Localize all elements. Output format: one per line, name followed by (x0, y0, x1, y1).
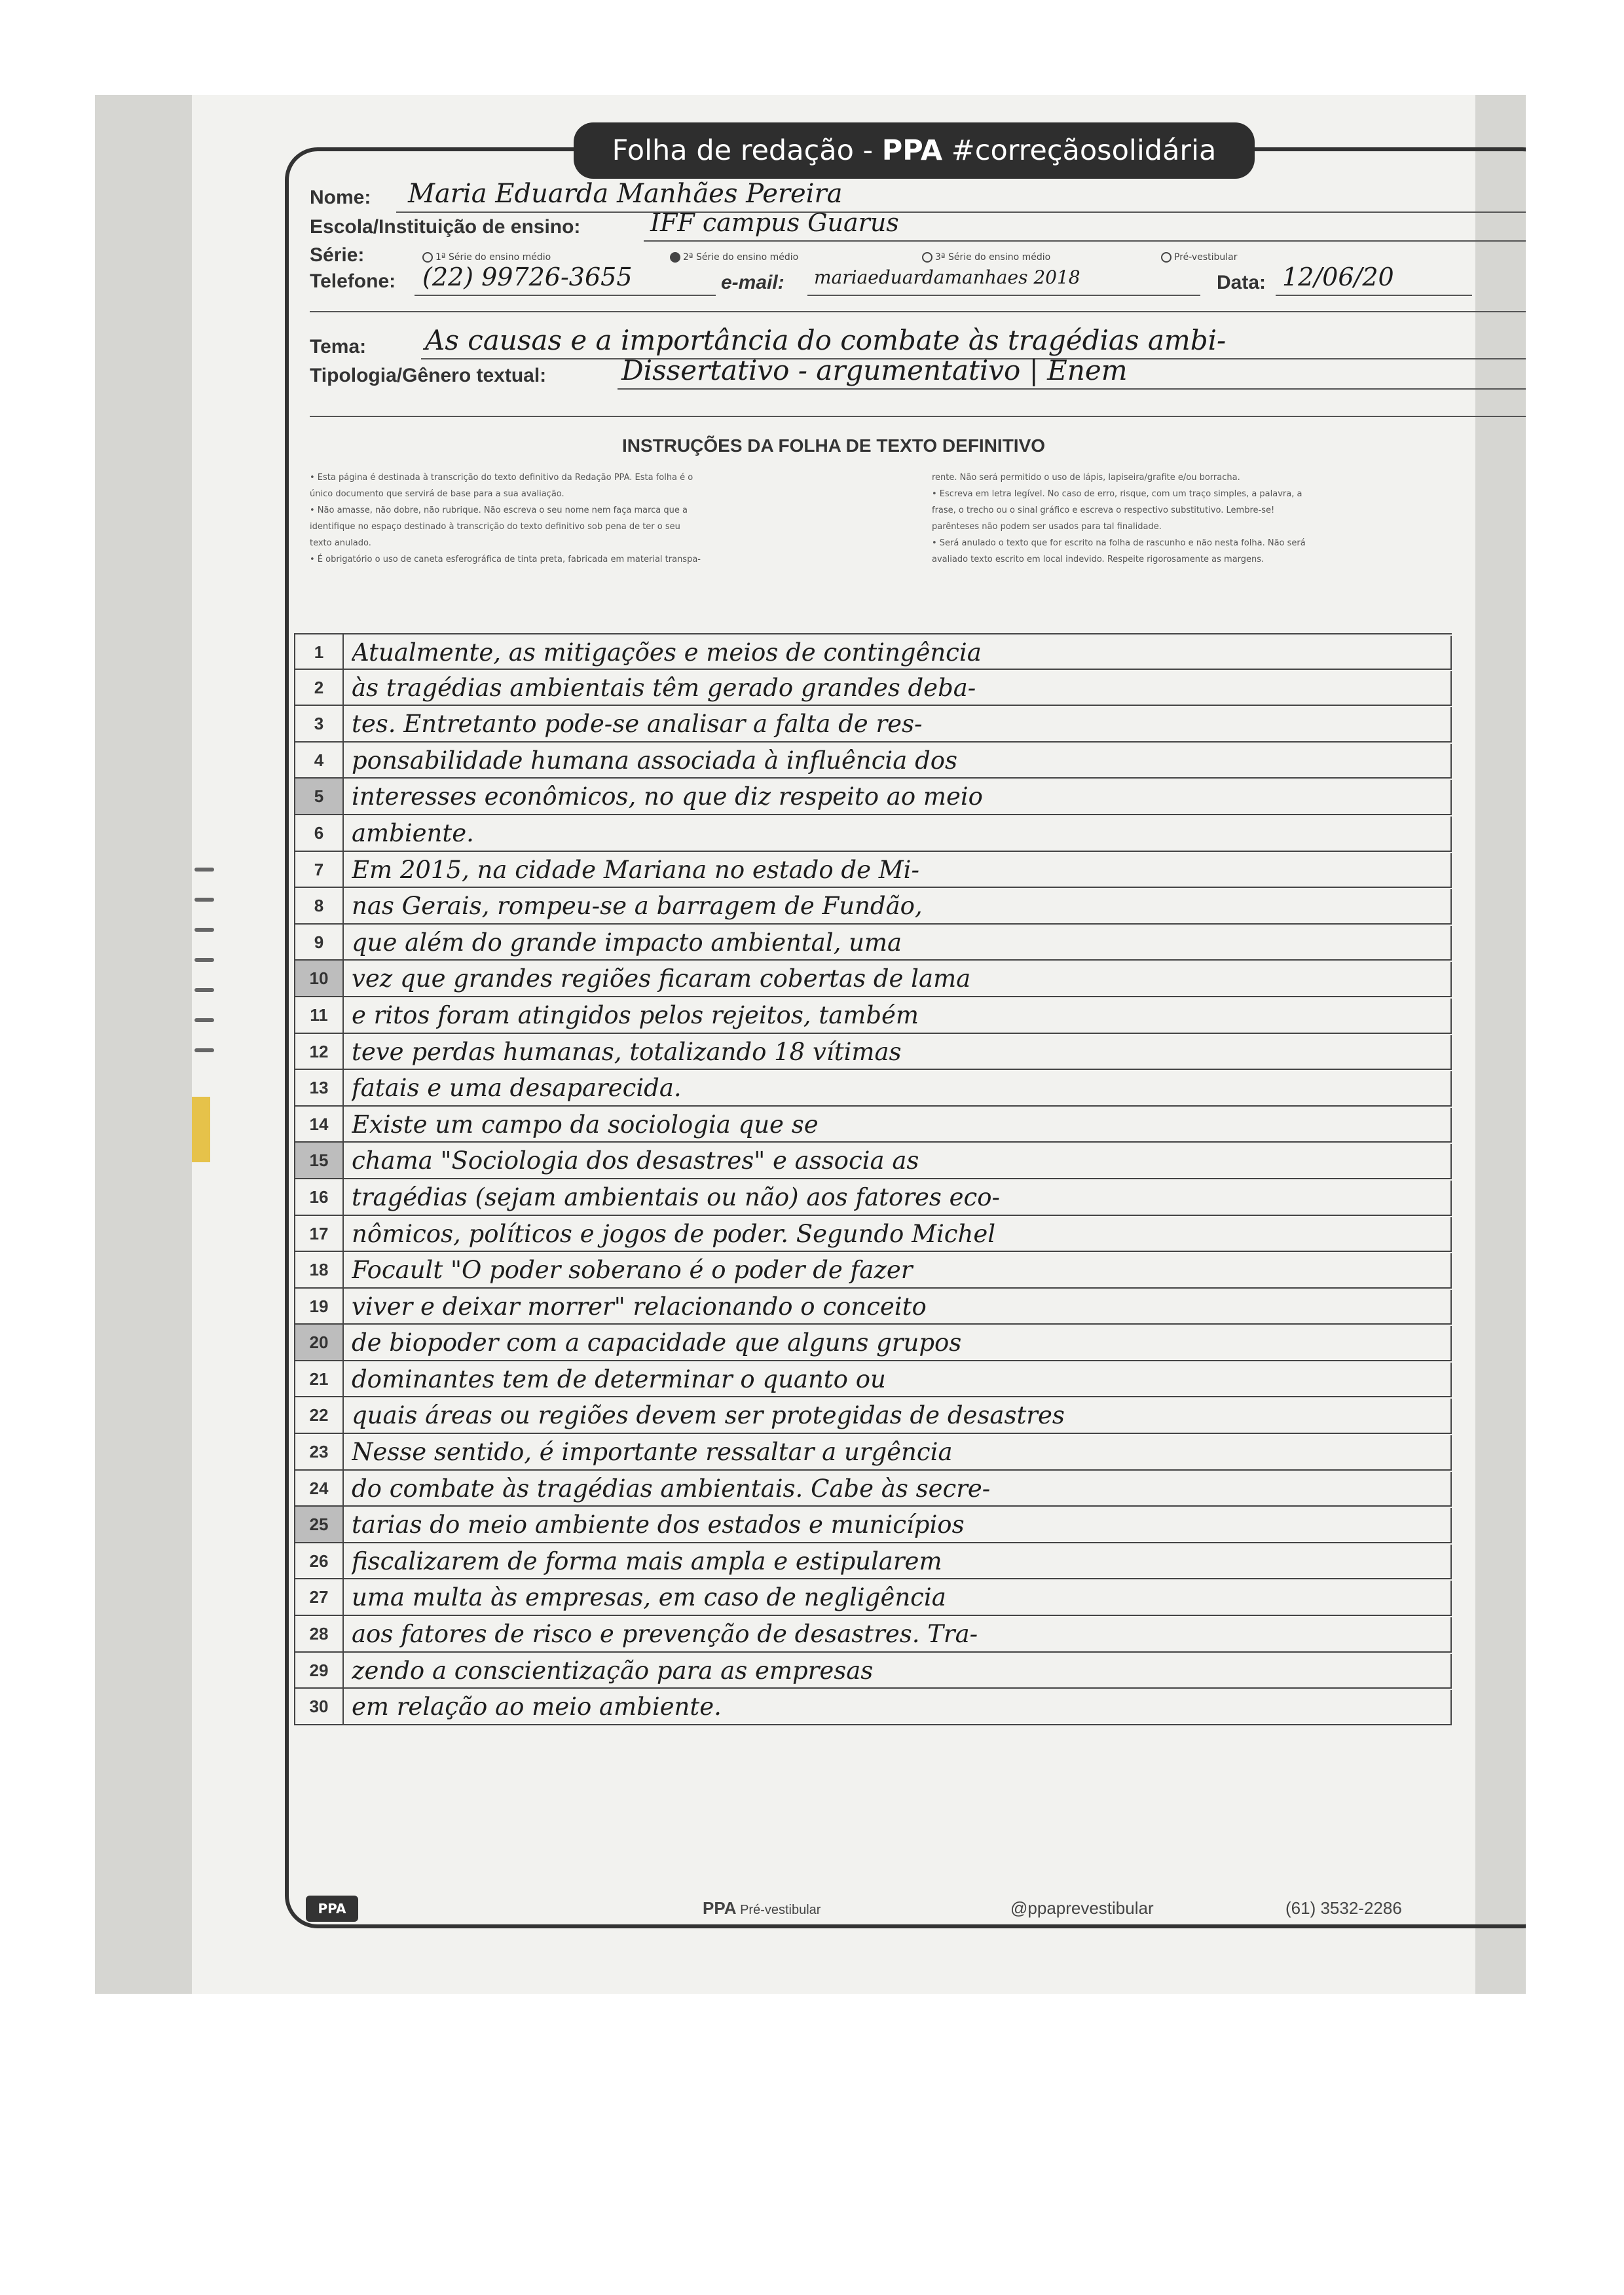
line-number: 3 (294, 706, 344, 741)
essay-line-text: em relação ao meio ambiente. (352, 1690, 1452, 1724)
binder-holes (192, 868, 218, 1129)
line-number: 21 (294, 1361, 344, 1397)
essay-line-text: Existe um campo da sociologia que se (352, 1108, 1452, 1142)
line-number: 6 (294, 815, 344, 851)
serie-option-3[interactable] (922, 252, 1050, 263)
essay-line-text: nas Gerais, rompeu-se a barragem de Fundão, (352, 889, 1452, 923)
line-number: 15 (294, 1143, 344, 1178)
sheet-footer (192, 1889, 1475, 1928)
essay-line-text: do combate às tragédias ambientais. Cabe às secre- (352, 1472, 1452, 1506)
line-number: 2 (294, 670, 344, 705)
instruction-line: único documento que servirá de base para a sua avaliação. (310, 489, 564, 499)
instructions-left (310, 469, 879, 568)
instruction-line: frase, o trecho ou o sinal gráfico e escreva o respectivo substitutivo. Lembre-se! (932, 505, 1275, 515)
essay-line-text: vez que grandes regiões ficaram cobertas de lama (352, 962, 1452, 996)
essay-line-text: Nesse sentido, é importante ressaltar a urgência (352, 1435, 1452, 1469)
line-number: 13 (294, 1070, 344, 1105)
line-number: 22 (294, 1397, 344, 1433)
essay-line (294, 779, 1452, 815)
essay-line (294, 1579, 1452, 1616)
serie-option-1[interactable] (422, 252, 551, 263)
line-number: 18 (294, 1252, 344, 1287)
serie-option-3-label: 3ª Série do ensino médio (935, 252, 1051, 263)
instruction-line: parênteses não podem ser usados para tal finalidade. (932, 522, 1162, 532)
line-number: 29 (294, 1653, 344, 1688)
essay-line-text: aos fatores de risco e prevenção de desastres. Tra- (352, 1617, 1452, 1651)
radio-icon (1161, 252, 1172, 263)
essay-line (294, 1289, 1452, 1325)
line-number: 14 (294, 1107, 344, 1142)
essay-line (294, 1361, 1452, 1398)
essay-line (294, 1107, 1452, 1143)
footer-phone: (61) 3532-2286 (1285, 1898, 1402, 1918)
essay-line (294, 1689, 1452, 1725)
essay-line-text: interesses econômicos, no que diz respeito ao meio (352, 780, 1452, 814)
escola-rule (644, 240, 1526, 242)
essay-line-text: ponsabilidade humana associada à influência dos (352, 744, 1452, 778)
essay-line (294, 1653, 1452, 1689)
essay-line (294, 1543, 1452, 1580)
line-number: 28 (294, 1616, 344, 1651)
essay-line (294, 1507, 1452, 1543)
nome-label: Nome: (310, 187, 371, 208)
essay-line (294, 1616, 1452, 1653)
line-number: 12 (294, 1034, 344, 1069)
sheet-title (574, 122, 1255, 179)
essay-line-text: teve perdas humanas, totalizando 18 vítimas (352, 1035, 1452, 1069)
essay-line (294, 1471, 1452, 1507)
essay-line-text: Em 2015, na cidade Mariana no estado de Mi- (352, 853, 1452, 887)
serie-label: Série: (310, 244, 365, 266)
essay-line-text: tarias do meio ambiente dos estados e municípios (352, 1508, 1452, 1542)
footer-brand-sub: Pré-vestibular (736, 1903, 821, 1917)
essay-line (294, 1143, 1452, 1179)
line-number: 27 (294, 1579, 344, 1615)
telefone-label: Telefone: (310, 270, 396, 292)
essay-line-text: fiscalizarem de forma mais ampla e estipularem (352, 1545, 1452, 1579)
tipologia-label: Tipologia/Gênero textual: (310, 365, 547, 386)
line-number: 11 (294, 997, 344, 1033)
serie-option-1-label: 1ª Série do ensino médio (435, 252, 551, 263)
instruction-line: avaliado texto escrito em local indevido. Respeite rigorosamente as margens. (932, 555, 1264, 564)
tema-value: As causas e a importância do combate às tragédias ambi- (425, 324, 1227, 356)
essay-line-text: às tragédias ambientais têm gerado grandes deba- (352, 671, 1452, 705)
title-brand: PPA (881, 134, 943, 167)
essay-line (294, 706, 1452, 743)
data-rule (1276, 295, 1472, 296)
essay-line (294, 997, 1452, 1034)
data-label: Data: (1217, 272, 1266, 293)
essay-line-text: uma multa às empresas, em caso de negligência (352, 1581, 1452, 1615)
footer-brand-name: PPA (703, 1898, 737, 1918)
instructions-right (932, 469, 1502, 568)
footer-instagram: @ppaprevestibular (1010, 1898, 1154, 1918)
essay-line (294, 1179, 1452, 1216)
line-number: 9 (294, 925, 344, 960)
footer-brand (703, 1898, 821, 1919)
essay-line-text: e ritos foram atingidos pelos rejeitos, também (352, 999, 1452, 1033)
essay-line-text: nômicos, políticos e jogos de poder. Segundo Michel (352, 1217, 1452, 1251)
instruction-line: • Não amasse, não dobre, não rubrique. Não escreva o seu nome nem faça marca que a (310, 505, 688, 515)
tema-label: Tema: (310, 336, 367, 358)
essay-line (294, 1034, 1452, 1071)
instruction-line: • É obrigatório o uso de caneta esferográfica de tinta preta, fabricada em material transpa- (310, 555, 701, 564)
essay-line (294, 1325, 1452, 1361)
radio-icon (422, 252, 433, 263)
essay-line (294, 925, 1452, 961)
nome-rule (396, 211, 1526, 213)
line-number: 1 (294, 634, 344, 669)
email-rule (807, 295, 1200, 296)
essay-line-text: de biopoder com a capacidade que alguns grupos (352, 1326, 1452, 1360)
title-prefix: Folha de redação - (612, 134, 882, 167)
essay-line-text: que além do grande impacto ambiental, uma (352, 926, 1452, 960)
essay-line (294, 888, 1452, 925)
photo-background (95, 95, 1526, 1994)
line-number: 30 (294, 1689, 344, 1724)
instruction-line: • Escreva em letra legível. No caso de erro, risque, com um traço simples, a palavra, a (932, 489, 1302, 499)
instructions-title: INSTRUÇÕES DA FOLHA DE TEXTO DEFINITIVO (621, 435, 1046, 456)
tipologia-value: Dissertativo - argumentativo | Enem (621, 354, 1128, 386)
essay-line-text: dominantes tem de determinar o quanto ou (352, 1363, 1452, 1397)
telefone-rule (415, 295, 716, 296)
essay-line (294, 1216, 1452, 1253)
data-value: 12/06/20 (1282, 263, 1394, 291)
nome-value: Maria Eduarda Manhães Pereira (408, 179, 843, 209)
essay-line (294, 815, 1452, 852)
essay-line (294, 743, 1452, 779)
escola-label: Escola/Instituição de ensino: (310, 216, 581, 238)
line-number: 19 (294, 1289, 344, 1324)
title-suffix: #correçãosolidária (942, 134, 1217, 167)
line-number: 23 (294, 1434, 344, 1469)
yellow-tab (192, 1097, 210, 1162)
essay-line-text: ambiente. (352, 817, 1452, 851)
line-number: 16 (294, 1179, 344, 1215)
radio-checked-icon (670, 252, 680, 263)
essay-line (294, 961, 1452, 997)
essay-line (294, 1070, 1452, 1107)
essay-line-text: viver e deixar morrer" relacionando o conceito (352, 1290, 1452, 1324)
essay-line-text: fatais e uma desaparecida. (352, 1071, 1452, 1105)
essay-line-text: Atualmente, as mitigações e meios de contingência (352, 636, 1452, 670)
escola-value: IFF campus Guarus (650, 208, 899, 237)
line-number: 5 (294, 779, 344, 814)
telefone-value: (22) 99726-3655 (422, 263, 633, 291)
instruction-line: texto anulado. (310, 538, 371, 548)
essay-line (294, 1434, 1452, 1471)
essay-line-text: quais áreas ou regiões devem ser protegidas de desastres (352, 1399, 1452, 1433)
essay-line-text: Focault "O poder soberano é o poder de fazer (352, 1253, 1452, 1287)
essay-line (294, 1397, 1452, 1434)
essay-line-text: zendo a conscientização para as empresas (352, 1654, 1452, 1688)
line-number: 8 (294, 888, 344, 923)
serie-option-2-label: 2ª Série do ensino médio (683, 252, 799, 263)
email-value: mariaeduardamanhaes 2018 (814, 266, 1080, 288)
instruction-line: • Esta página é destinada à transcrição do texto definitivo da Redação PPA. Esta folha é o (310, 473, 693, 483)
ppa-logo: PPA (306, 1896, 358, 1922)
instruction-line: identifique no espaço destinado à transcrição do texto definitivo sob pena de ter o seu (310, 522, 680, 532)
serie-option-4-label: Pré-vestibular (1174, 252, 1238, 263)
instruction-line: • Será anulado o texto que for escrito na folha de rascunho e não nesta folha. Não será (932, 538, 1306, 548)
serie-option-2[interactable] (670, 252, 798, 263)
essay-line (294, 852, 1452, 889)
line-number: 20 (294, 1325, 344, 1360)
email-label: e-mail: (721, 272, 784, 293)
instruction-line: rente. Não será permitido o uso de lápis, lapiseira/grafite e/ou borracha. (932, 473, 1240, 483)
line-number: 17 (294, 1216, 344, 1251)
line-number: 26 (294, 1543, 344, 1579)
line-number: 7 (294, 852, 344, 887)
essay-line-text: tragédias (sejam ambientais ou não) aos fatores eco- (352, 1181, 1452, 1215)
header-divider (310, 311, 1526, 312)
essay-line (294, 1252, 1452, 1289)
line-number: 25 (294, 1507, 344, 1542)
essay-sheet (192, 95, 1475, 1994)
essay-line-text: tes. Entretanto pode-se analisar a falta de res- (352, 707, 1452, 741)
tema-divider (310, 416, 1526, 417)
essay-line (294, 633, 1452, 670)
line-number: 4 (294, 743, 344, 778)
tipologia-rule (618, 388, 1526, 390)
radio-icon (922, 252, 932, 263)
line-number: 10 (294, 961, 344, 996)
essay-line (294, 670, 1452, 707)
line-number: 24 (294, 1471, 344, 1506)
essay-line-text: chama "Sociologia dos desastres" e associa as (352, 1144, 1452, 1178)
essay-lines (294, 633, 1452, 1725)
serie-option-4[interactable] (1161, 252, 1238, 263)
